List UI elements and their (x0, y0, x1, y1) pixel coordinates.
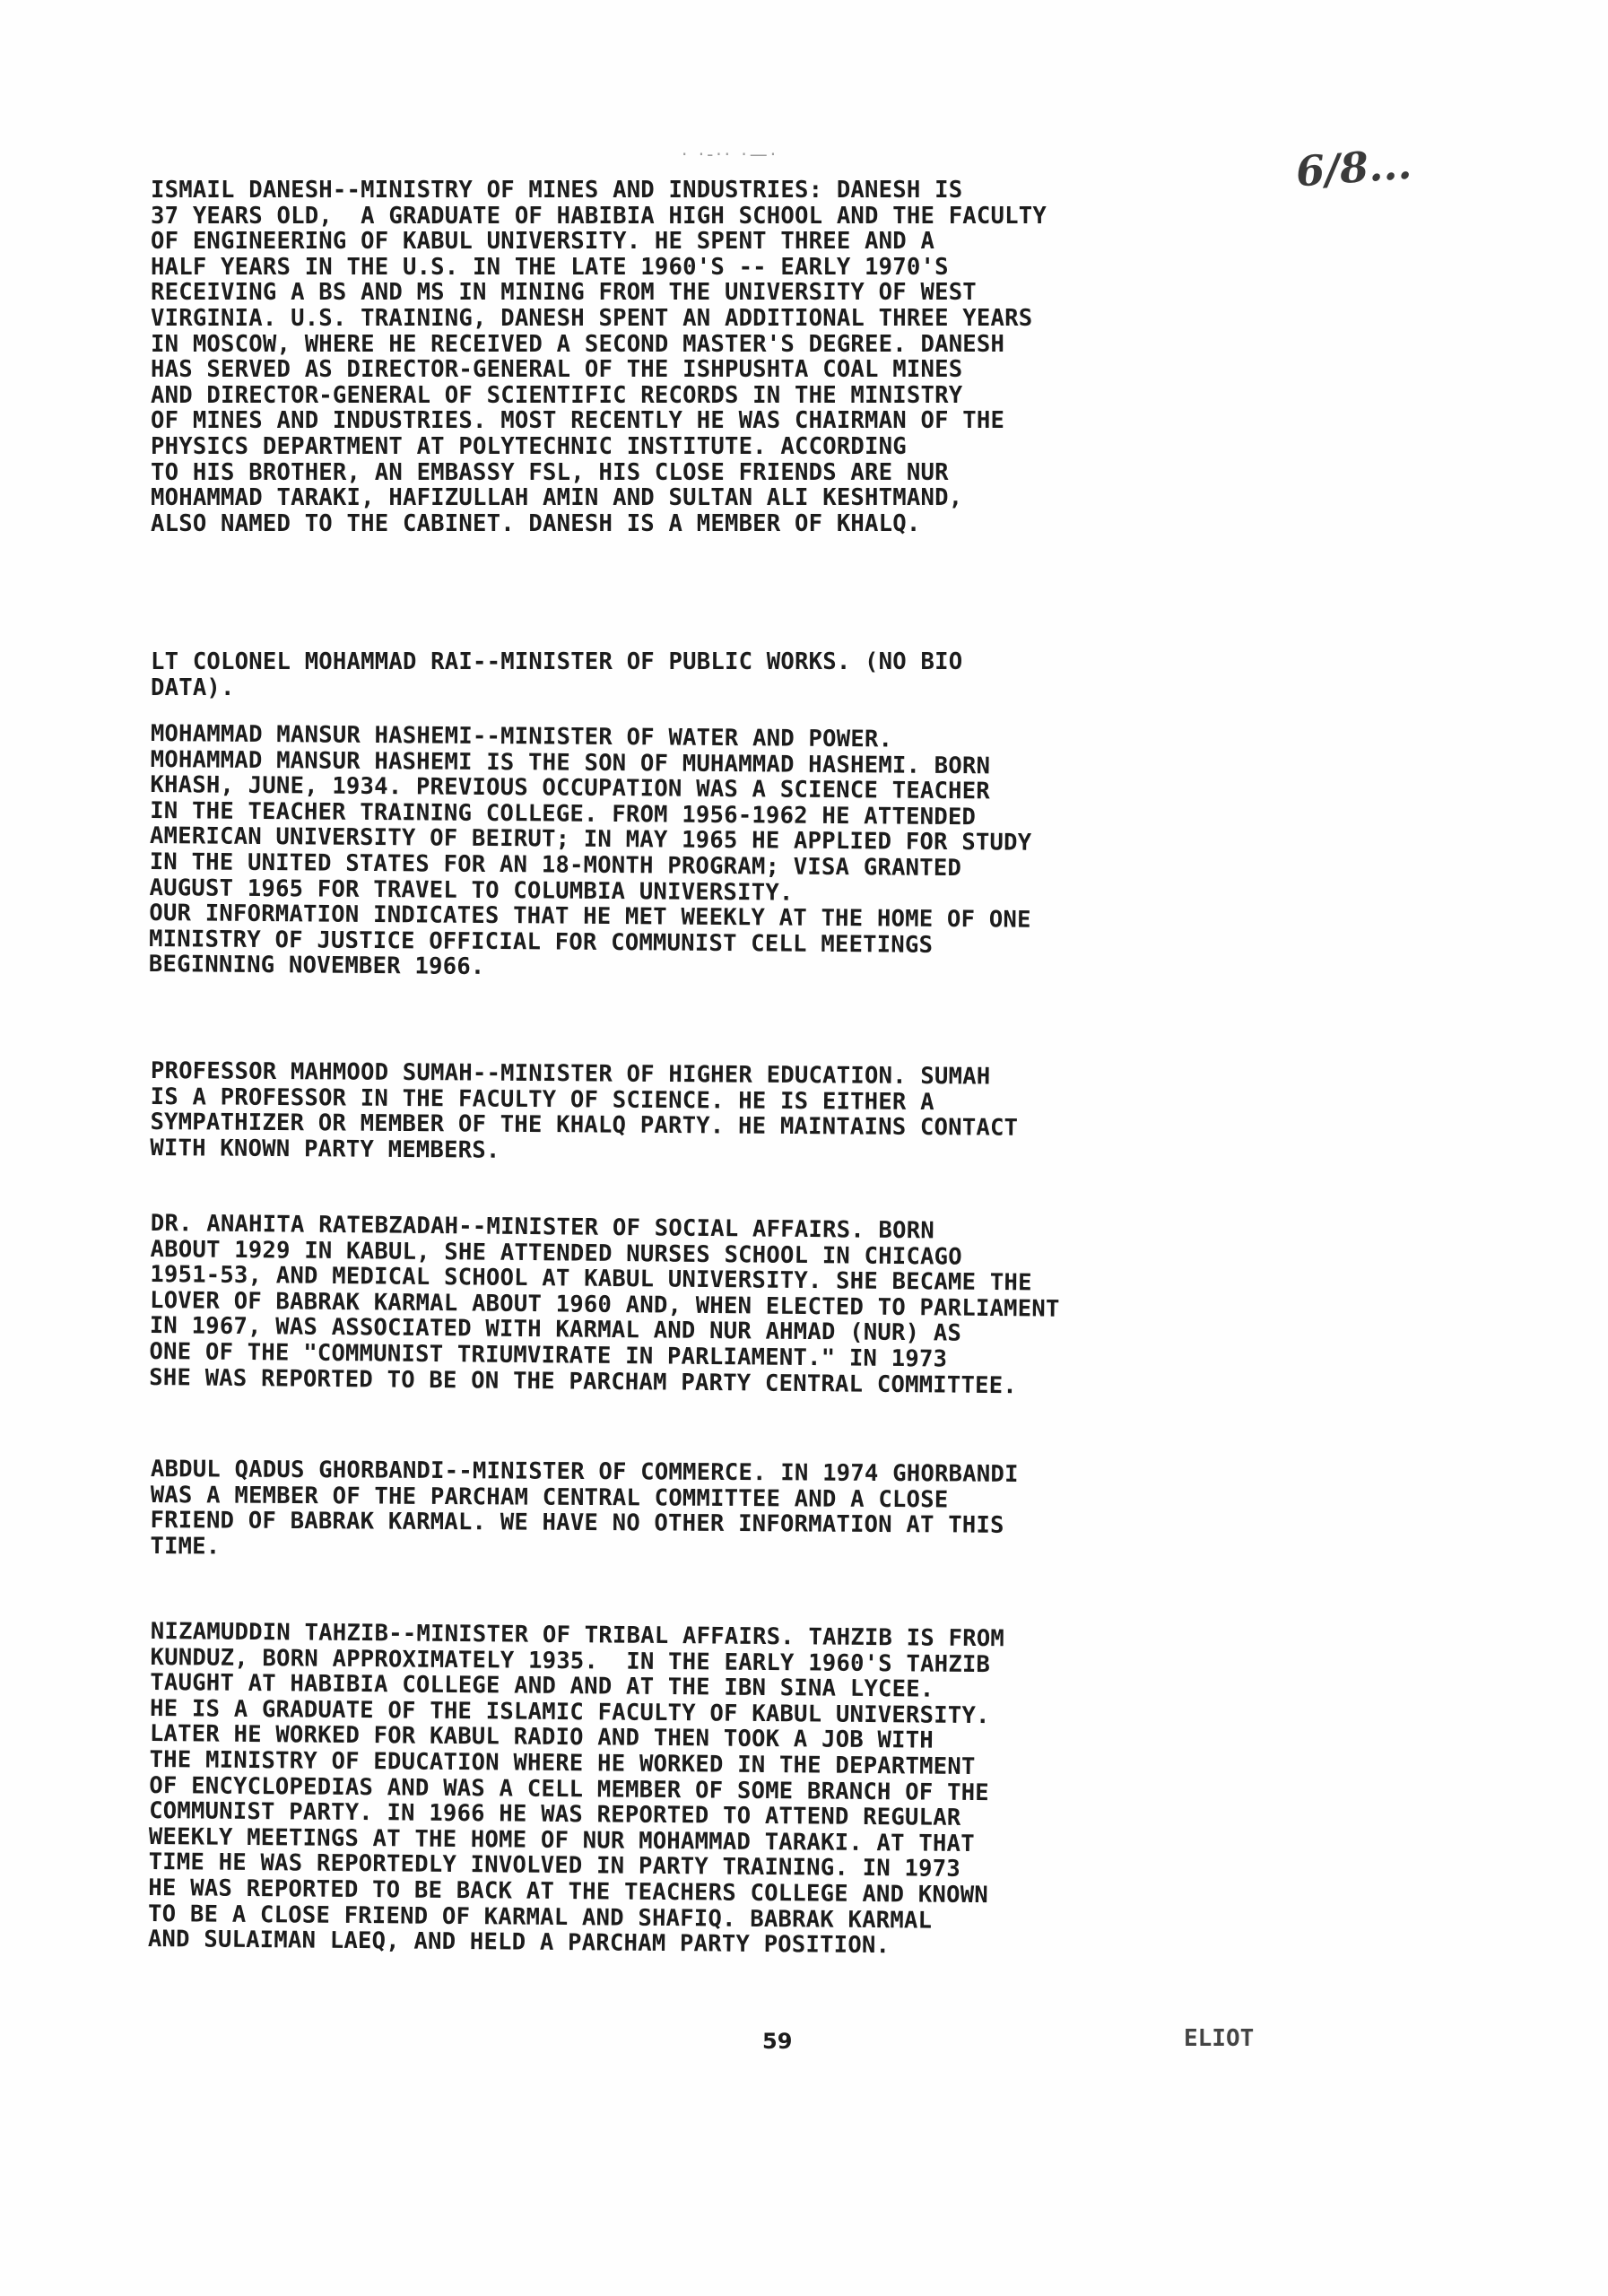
para-line: TIME HE WAS REPORTEDLY INVOLVED IN PARTY TRAINING. IN 1973 (148, 1848, 961, 1883)
para-line: WITH KNOWN PARTY MEMBERS. (150, 1134, 500, 1164)
para-line: OF ENCYCLOPEDIAS AND WAS A CELL MEMBER OF SOME BRANCH OF THE (149, 1771, 990, 1806)
para-line: OF ENGINEERING OF KABUL UNIVERSITY. HE SPENT THREE AND A (151, 228, 935, 256)
para-line: 1951-53, AND MEDICAL SCHOOL AT KABUL UNIVERSITY. SHE BECAME THE (150, 1261, 1032, 1297)
para-line: SYMPATHIZER OR MEMBER OF THE KHALQ PARTY. HE MAINTAINS CONTACT (150, 1109, 1019, 1142)
bio-mahmood-sumah (150, 1058, 1397, 1170)
para-line: ALSO NAMED TO THE CABINET. DANESH IS A MEMBER OF KHALQ. (151, 509, 921, 537)
classification-code: ELIOT (1184, 2025, 1255, 2052)
para-line: PROFESSOR MAHMOOD SUMAH--MINISTER OF HIGHER EDUCATION. SUMAH (150, 1057, 991, 1091)
bio-nizamuddin-tahzib (148, 1619, 1397, 1963)
para-line: ABDUL QADUS GHORBANDI--MINISTER OF COMMERCE. IN 1974 GHORBANDI (150, 1456, 1019, 1488)
para-line: KHASH, JUNE, 1934. PREVIOUS OCCUPATION WAS A SCIENCE TEACHER (150, 771, 991, 805)
para-line: AND DIRECTOR-GENERAL OF SCIENTIFIC RECORDS IN THE MINISTRY (151, 381, 963, 409)
para-line: MOHAMMAD MANSUR HASHEMI--MINISTER OF WATER AND POWER. (150, 720, 893, 753)
para-line: HALF YEARS IN THE U.S. IN THE LATE 1960'S -- EARLY 1970'S (151, 253, 949, 281)
para-line: NIZAMUDDIN TAHZIB--MINISTER OF TRIBAL AFFAIRS. TAHZIB IS FROM (150, 1618, 1005, 1653)
para-line: OUR INFORMATION INDICATES THAT HE MET WEEKLY AT THE HOME OF ONE (149, 900, 1031, 934)
para-line: IN MOSCOW, WHERE HE RECEIVED A SECOND MASTER'S DEGREE. DANESH (151, 330, 1005, 358)
bio-anahita-ratebzadah (149, 1211, 1397, 1402)
para-line: MINISTRY OF JUSTICE OFFICIAL FOR COMMUNIST CELL MEETINGS (148, 925, 934, 959)
para-line: TIME. (150, 1532, 221, 1561)
para-line: HE WAS REPORTED TO BE BACK AT THE TEACHERS COLLEGE AND KNOWN (148, 1874, 989, 1909)
para-line: IN THE UNITED STATES FOR AN 18-MONTH PROGRAM; VISA GRANTED (149, 848, 962, 883)
para-line: KUNDUZ, BORN APPROXIMATELY 1935. IN THE EARLY 1960'S TAHZIB (150, 1643, 991, 1678)
para-line: FRIEND OF BABRAK KARMAL. WE HAVE NO OTHER INFORMATION AT THIS (150, 1507, 1004, 1540)
para-line: IN THE TEACHER TRAINING COLLEGE. FROM 1956-1962 HE ATTENDED (150, 796, 977, 831)
para-line: ISMAIL DANESH--MINISTRY OF MINES AND INDUSTRIES: DANESH IS (151, 177, 963, 204)
para-line: TO BE A CLOSE FRIEND OF KARMAL AND SHAFIQ. BABRAK KARMAL (148, 1900, 933, 1935)
handwritten-page-number: 6/8... (1294, 139, 1413, 196)
para-line: HAS SERVED AS DIRECTOR-GENERAL OF THE ISHPUSHTA COAL MINES (151, 356, 963, 384)
top-mark: · ·-·· ·—· (682, 144, 779, 165)
para-line: MOHAMMAD MANSUR HASHEMI IS THE SON OF MUHAMMAD HASHEMI. BORN (150, 745, 991, 779)
para-line: SHE WAS REPORTED TO BE ON THE PARCHAM PARTY CENTRAL COMMITTEE. (149, 1363, 1018, 1399)
para-line: VIRGINIA. U.S. TRAINING, DANESH SPENT AN ADDITIONAL THREE YEARS (151, 304, 1033, 332)
para-line: DATA). (151, 674, 235, 701)
para-line: WAS A MEMBER OF THE PARCHAM CENTRAL COMMITTEE AND A CLOSE (150, 1481, 949, 1514)
para-line: 37 YEARS OLD, A GRADUATE OF HABIBIA HIGH SCHOOL AND THE FACULTY (151, 202, 1047, 230)
para-line: COMMUNIST PARTY. IN 1966 HE WAS REPORTED TO ATTEND REGULAR (149, 1797, 961, 1832)
para-line: AUGUST 1965 FOR TRAVEL TO COLUMBIA UNIVERSITY. (149, 874, 794, 907)
bio-mohammad-rai (151, 649, 1397, 700)
para-line: LOVER OF BABRAK KARMAL ABOUT 1960 AND, WHEN ELECTED TO PARLIAMENT (149, 1286, 1060, 1323)
para-line: AND SULAIMAN LAEQ, AND HELD A PARCHAM PARTY POSITION. (147, 1926, 891, 1960)
para-line: HE IS A GRADUATE OF THE ISLAMIC FACULTY OF KABUL UNIVERSITY. (149, 1694, 990, 1729)
para-line: OF MINES AND INDUSTRIES. MOST RECENTLY HE WAS CHAIRMAN OF THE (151, 407, 1005, 435)
para-line: WEEKLY MEETINGS AT THE HOME OF NUR MOHAMMAD TARAKI. AT THAT (148, 1822, 975, 1857)
bio-mohammad-mansur-hashemi (149, 721, 1397, 987)
page-number: 59 (762, 2029, 793, 2054)
para-line: ABOUT 1929 IN KABUL, SHE ATTENDED NURSES SCHOOL IN CHICAGO (150, 1235, 963, 1271)
para-line: IS A PROFESSOR IN THE FACULTY OF SCIENCE. HE IS EITHER A (150, 1083, 934, 1116)
bio-abdul-qadus-ghorbandi (150, 1457, 1397, 1567)
para-line: ONE OF THE "COMMUNIST TRIUMVIRATE IN PARLIAMENT." IN 1973 (149, 1337, 948, 1373)
para-line: IN 1967, WAS ASSOCIATED WITH KARMAL AND NUR AHMAD (NUR) AS (149, 1312, 962, 1348)
para-line: TO HIS BROTHER, AN EMBASSY FSL, HIS CLOSE FRIENDS ARE NUR (151, 458, 949, 486)
para-line: RECEIVING A BS AND MS IN MINING FROM THE UNIVERSITY OF WEST (151, 279, 977, 307)
para-line: TAUGHT AT HABIBIA COLLEGE AND AND AT THE IBN SINA LYCEE. (150, 1669, 934, 1703)
para-line: PHYSICS DEPARTMENT AT POLYTECHNIC INSTITUTE. ACCORDING (151, 432, 907, 460)
para-line: MOHAMMAD TARAKI, HAFIZULLAH AMIN AND SULTAN ALI KESHTMAND, (151, 484, 963, 512)
para-line: LT COLONEL MOHAMMAD RAI--MINISTER OF PUBLIC WORKS. (NO BIO (151, 648, 963, 675)
para-line: DR. ANAHITA RATEBZADAH--MINISTER OF SOCIAL AFFAIRS. BORN (150, 1210, 935, 1245)
para-line: THE MINISTRY OF EDUCATION WHERE HE WORKED IN THE DEPARTMENT (149, 1745, 976, 1780)
para-line: AMERICAN UNIVERSITY OF BEIRUT; IN MAY 1965 HE APPLIED FOR STUDY (149, 822, 1032, 857)
para-line: LATER HE WORKED FOR KABUL RADIO AND THEN TOOK A JOB WITH (149, 1720, 934, 1754)
para-line: BEGINNING NOVEMBER 1966. (148, 951, 485, 981)
bio-ismail-danesh (151, 178, 1397, 536)
